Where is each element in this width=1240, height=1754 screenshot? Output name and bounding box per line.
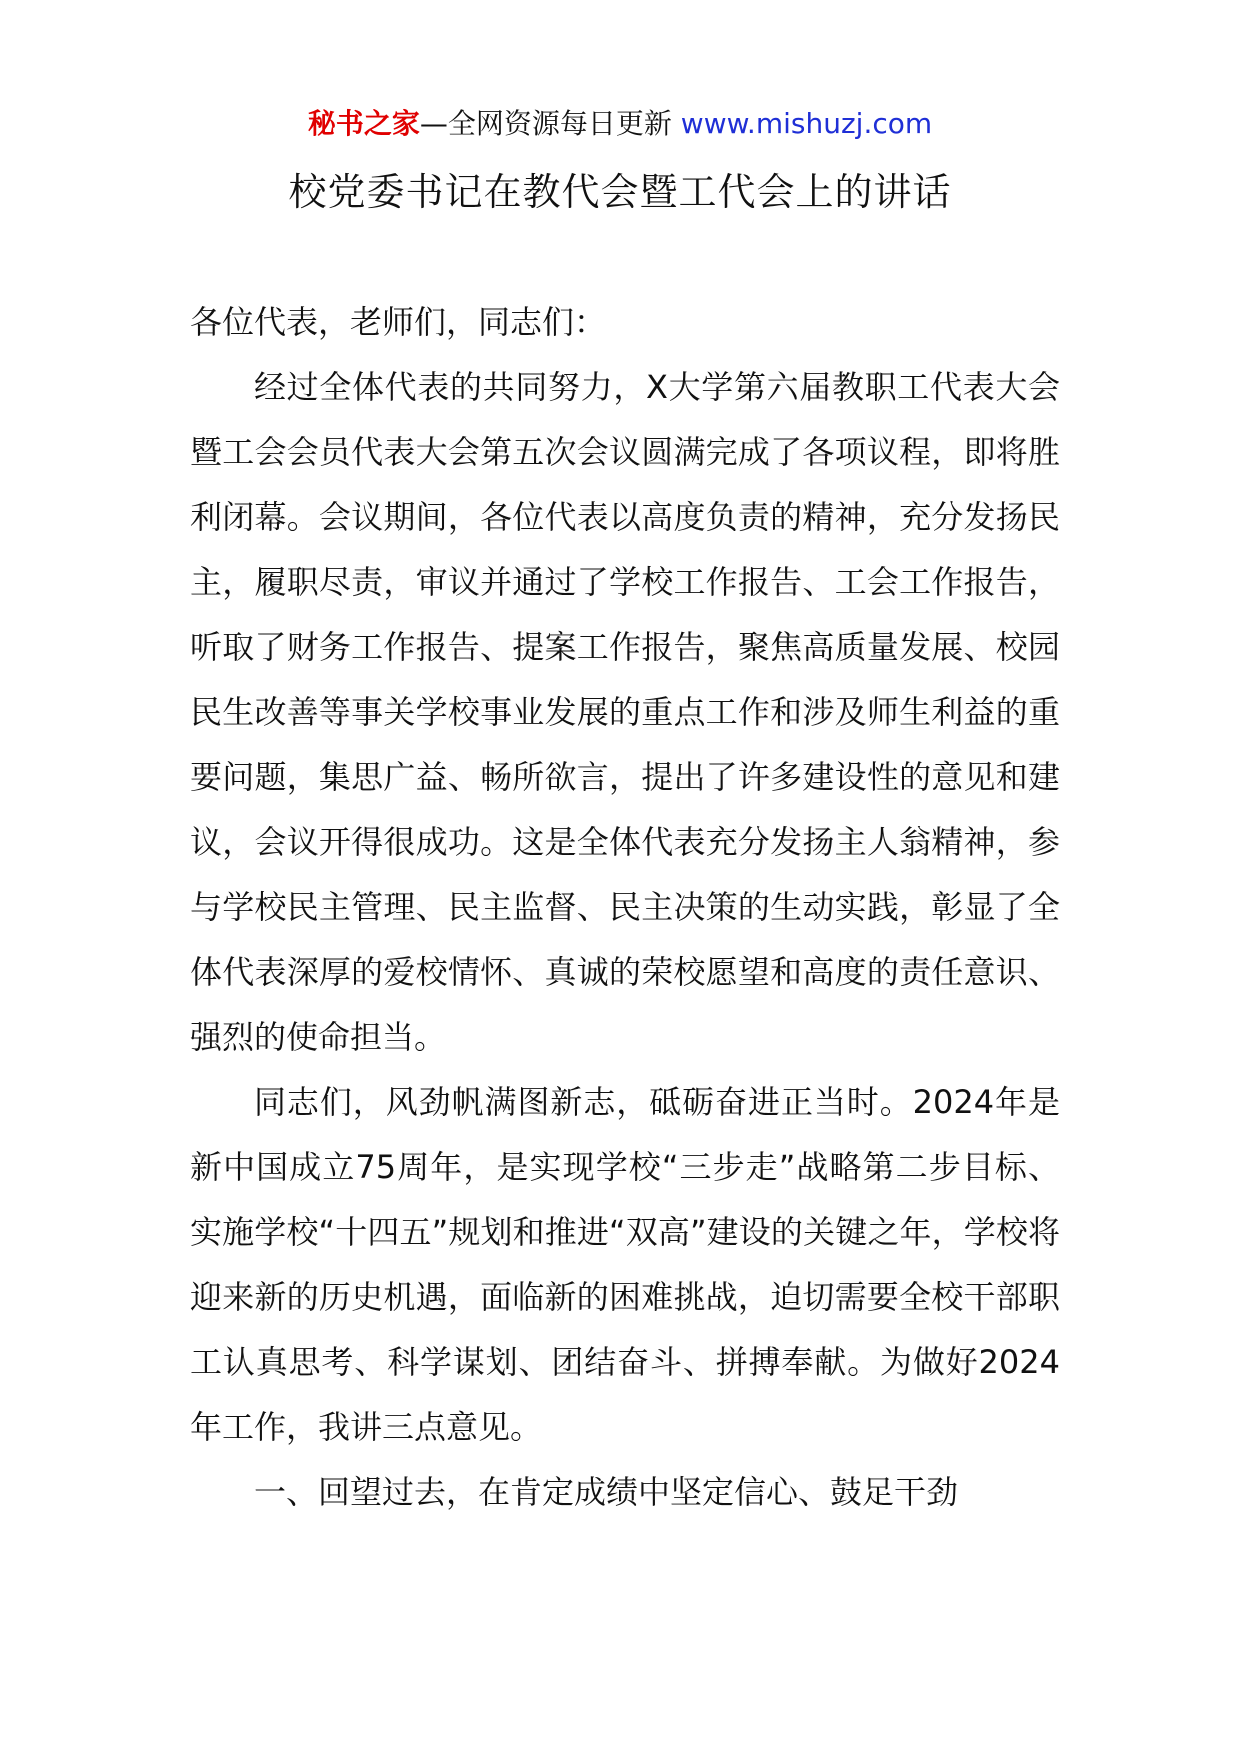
paragraph: 经过全体代表的共同努力，X大学第六届教职工代表大会暨工会会员代表大会第五次会议圆满完成了各项议程，即将胜利闭幕。会议期间，各位代表以高度负责的精神，充分发扬民主，履职尽责，审议并通过了学校工作报告、工会工作报告，听取了财务工作报告、提案工作报告，聚焦高质量发展、校园民生改善等事关学校事业发展的重点工作和涉及师生利益的重要问题，集思广益、畅所欲言，提出了许多建设性的意见和建议，会议开得很成功。这是全体代表充分发扬主人翁精神，参与学校民主管理、民主监督、民主决策的生动实践，彰显了全体代表深厚的爱校情怀、真诚的荣校愿望和高度的责任意识、强烈的使命担当。 — [190, 368, 1060, 1056]
site-header — [0, 100, 1240, 148]
paragraph: 同志们，风劲帆满图新志，砥砺奋进正当时。2024年是新中国成立75周年，是实现学校“三步走”战略第二步目标、实施学校“十四五”规划和推进“双高”建设的关键之年，学校将迎来新的历史机遇，面临新的困难挑战，迫切需要全校干部职工认真思考、科学谋划、团结奋斗、拼搏奉献。为做好2024年工作，我讲三点意见。 — [190, 1083, 1060, 1446]
document-body — [190, 290, 1060, 1525]
salutation: 各位代表，老师们，同志们： — [190, 303, 607, 341]
section-heading: 一、回望过去，在肯定成绩中坚定信心、鼓足干劲 — [254, 1473, 959, 1511]
site-tagline: —全网资源每日更新 — [419, 107, 672, 140]
document-title: 校党委书记在教代会暨工代会上的讲话 — [288, 170, 952, 214]
site-brand: 秘书之家 — [307, 107, 420, 140]
site-url: www.mishuzj.com — [680, 107, 933, 140]
